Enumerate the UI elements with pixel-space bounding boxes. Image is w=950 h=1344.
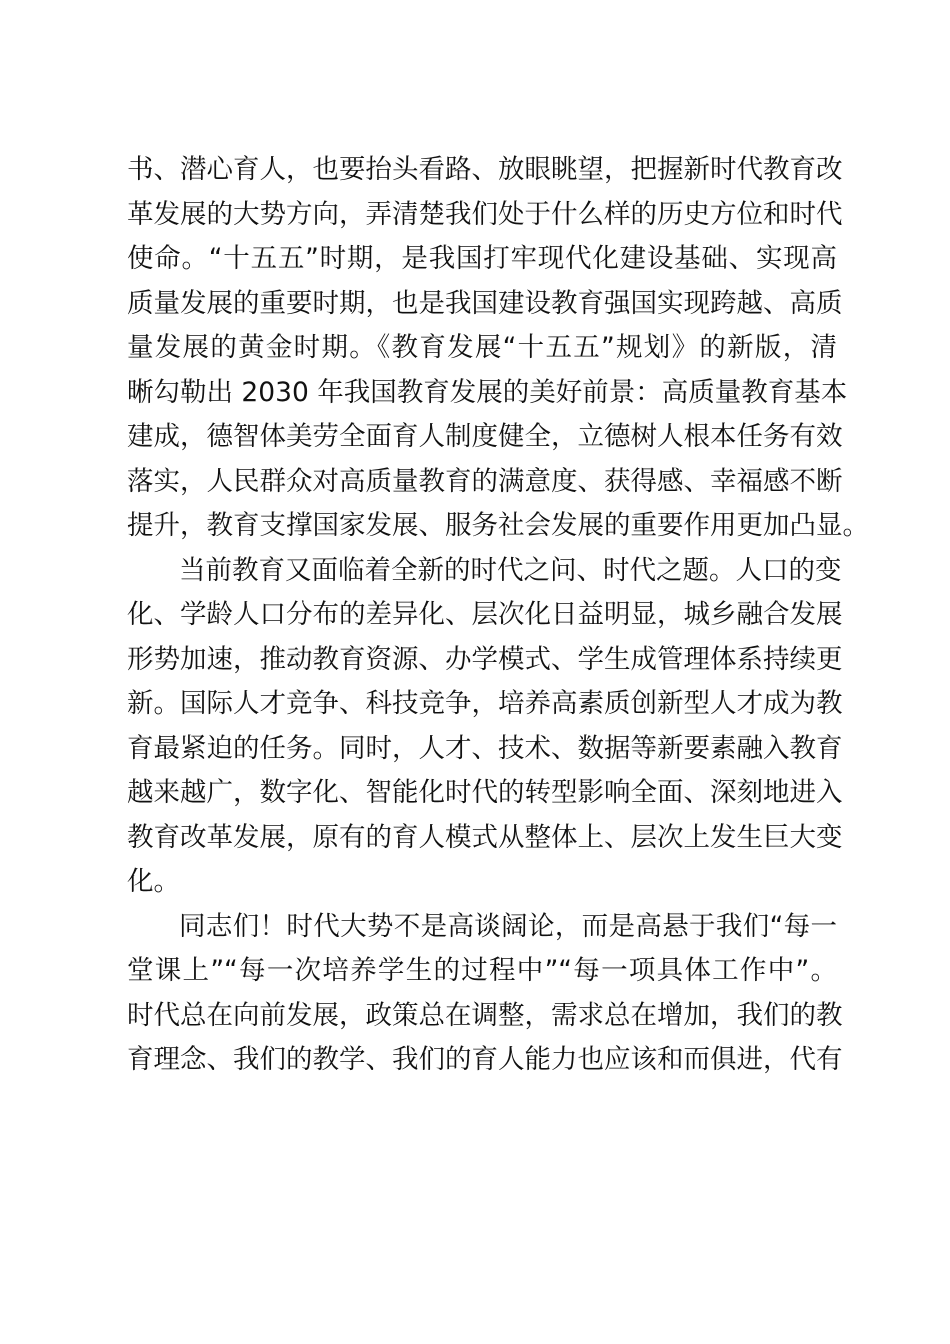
paragraph-2-line-1: 当前教育又面临着全新的时代之问、时代之题。人口的变 [179,554,842,586]
paragraph-1-line-1: 书、潜心育人，也要抬头看路、放眼眺望，把握新时代教育改 [127,154,843,185]
paragraph-2-line-6: 越来越广，数字化、智能化时代的转型影响全面、深刻地进入 [127,777,843,808]
paragraph-1-line-4: 质量发展的重要时期，也是我国建设教育强国实现跨越、高质 [127,287,843,319]
paragraph-3-line-3: 时代总在向前发展，政策总在调整，需求总在增加，我们的教 [127,999,843,1031]
paragraph-2-line-2: 化、学龄人口分布的差异化、层次化日益明显，城乡融合发展 [127,599,843,630]
paragraph-2-line-3: 形势加速，推动教育资源、办学模式、学生成管理体系持续更 [127,643,843,675]
document-body [127,148,869,1083]
paragraph-2-line-7: 教育改革发展，原有的育人模式从整体上、层次上发生巨大变 [127,821,843,853]
paragraph-2-line-8: 化。 [127,866,180,897]
paragraph-3-line-2: 堂课上”“每一次培养学生的过程中”“每一项具体工作中”。 [127,955,837,986]
paragraph-1-line-5: 量发展的黄金时期。《教育发展“十五五”规划》的新版，清 [127,332,837,363]
paragraph-2-line-4: 新。国际人才竞争、科技竞争，培养高素质创新型人才成为教 [127,688,843,719]
paragraph-1-line-6: 晰勾勒出 2030 年我国教育发展的美好前景：高质量教育基本 [127,376,848,408]
paragraph-3-line-4: 育理念、我们的教学、我们的育人能力也应该和而俱进，代有 [127,1044,843,1075]
paragraph-1-line-8: 落实，人民群众对高质量教育的满意度、获得感、幸福感不断 [127,465,843,497]
paragraph-3-line-1: 同志们！时代大势不是高谈阔论，而是高悬于我们“每一 [179,910,837,942]
paragraph-1-line-9: 提升，教育支撑国家发展、服务社会发展的重要作用更加凸显。 [127,510,869,541]
paragraph-1-line-2: 革发展的大势方向，弄清楚我们处于什么样的历史方位和时代 [127,198,843,230]
paragraph-1-line-3: 使命。“十五五”时期，是我国打牢现代化建设基础、实现高 [127,243,837,274]
paragraph-1-line-7: 建成，德智体美劳全面育人制度健全，立德树人根本任务有效 [127,421,843,452]
paragraph-2-line-5: 育最紧迫的任务。同时，人才、技术、数据等新要素融入教育 [127,732,843,764]
